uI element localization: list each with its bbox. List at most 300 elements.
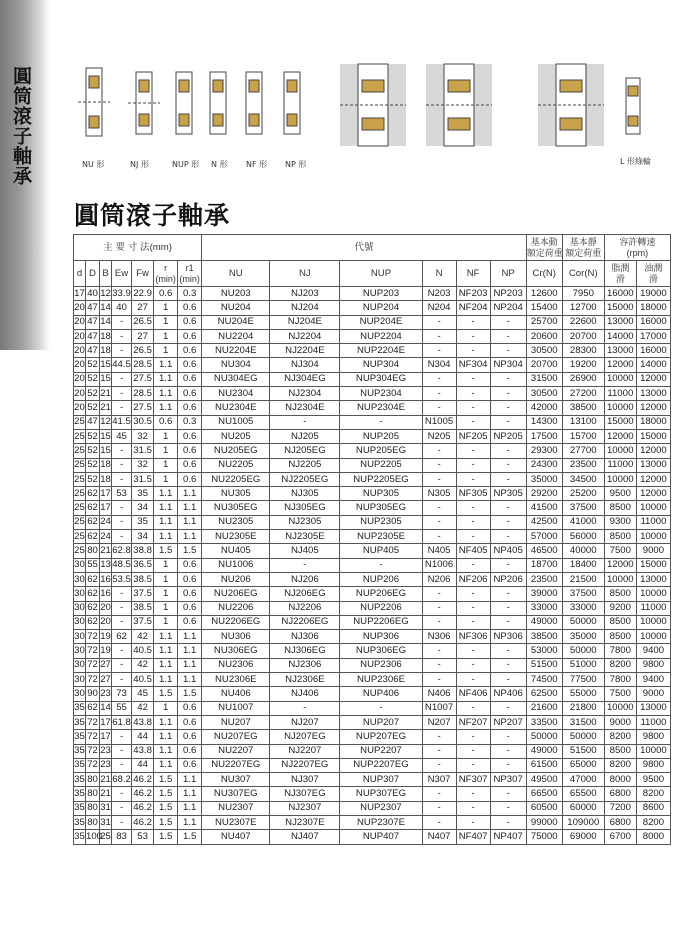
cell-b: 13 [100, 558, 112, 572]
cell-oil: 14000 [636, 358, 670, 372]
col-r1: r1 (min) [178, 261, 202, 287]
cell-nup: NUP204E [340, 315, 422, 329]
col-fw: Fw [132, 261, 154, 287]
cell-ew: 68.2 [112, 773, 132, 787]
cell-nf: NF307 [456, 773, 490, 787]
cell-grease: 8500 [604, 587, 636, 601]
cell-oil: 10000 [636, 615, 670, 629]
col-nup: NUP [340, 261, 422, 287]
cell-cr: 42500 [526, 515, 562, 529]
cell-nup: NUP2305E [340, 530, 422, 544]
cell-nj: NJ2205EG [270, 472, 340, 486]
cell-ew: 41.5 [112, 415, 132, 429]
cell-ew: - [112, 673, 132, 687]
cell-np: NP204 [490, 301, 526, 315]
cell-n: N307 [422, 773, 456, 787]
cell-cr: 46500 [526, 544, 562, 558]
cell-cor: 50000 [562, 730, 604, 744]
cell-b: 17 [100, 715, 112, 729]
cell-n: N405 [422, 544, 456, 558]
cell-grease: 6800 [604, 787, 636, 801]
cell-r1: 0.6 [178, 458, 202, 472]
cell-ew: - [112, 787, 132, 801]
cell-ew: - [112, 658, 132, 672]
cell-b: 15 [100, 429, 112, 443]
table-row [74, 673, 671, 687]
cell-n: N304 [422, 358, 456, 372]
cell-np: - [490, 615, 526, 629]
cell-n: N206 [422, 572, 456, 586]
cell-np: - [490, 501, 526, 515]
cell-nf: - [456, 444, 490, 458]
cell-nup: NUP206 [340, 572, 422, 586]
cell-oil: 16000 [636, 315, 670, 329]
cell-n: N207 [422, 715, 456, 729]
cell-cor: 19200 [562, 358, 604, 372]
table-row [74, 701, 671, 715]
diagram-label-nj: NJ 形 [130, 160, 149, 169]
cell-cr: 39000 [526, 587, 562, 601]
cell-r: 1.1 [154, 658, 178, 672]
cell-grease: 16000 [604, 287, 636, 301]
cell-d: 25 [74, 501, 86, 515]
cell-nf: NF203 [456, 287, 490, 301]
cell-outer-d: 62 [86, 615, 100, 629]
cell-nf: - [456, 329, 490, 343]
cell-fw: 22.9 [132, 287, 154, 301]
cell-cor: 37500 [562, 587, 604, 601]
cell-fw: 31.5 [132, 444, 154, 458]
cell-fw: 34 [132, 501, 154, 515]
cell-nu: NU207 [202, 715, 270, 729]
cell-cr: 75000 [526, 830, 562, 844]
cell-d: 25 [74, 444, 86, 458]
cell-np: - [490, 601, 526, 615]
cell-cr: 66500 [526, 787, 562, 801]
cell-nup: - [340, 701, 422, 715]
cell-nup: NUP207EG [340, 730, 422, 744]
cell-cor: 21800 [562, 701, 604, 715]
cell-nup: NUP2204 [340, 329, 422, 343]
cell-grease: 7800 [604, 673, 636, 687]
cell-nf: - [456, 472, 490, 486]
cell-nj: NJ2205 [270, 458, 340, 472]
cell-nj: NJ205 [270, 429, 340, 443]
cell-r: 1.5 [154, 830, 178, 844]
cell-nf: - [456, 701, 490, 715]
cell-np: NP305 [490, 487, 526, 501]
cell-np: - [490, 387, 526, 401]
cell-cor: 65000 [562, 758, 604, 772]
cell-b: 19 [100, 644, 112, 658]
cell-outer-d: 100 [86, 830, 100, 844]
cell-grease: 8500 [604, 630, 636, 644]
cell-nup: NUP205EG [340, 444, 422, 458]
header-code: 代號 [202, 235, 526, 261]
cell-nf: - [456, 315, 490, 329]
cell-cr: 99000 [526, 815, 562, 829]
cell-cor: 20700 [562, 329, 604, 343]
cell-n: - [422, 744, 456, 758]
cell-b: 21 [100, 787, 112, 801]
cell-cr: 29300 [526, 444, 562, 458]
cell-nu: NU1006 [202, 558, 270, 572]
cell-outer-d: 62 [86, 587, 100, 601]
cell-b: 20 [100, 601, 112, 615]
cell-b: 23 [100, 758, 112, 772]
cell-cr: 25700 [526, 315, 562, 329]
cell-nup: NUP305EG [340, 501, 422, 515]
cell-grease: 7200 [604, 801, 636, 815]
table-row [74, 758, 671, 772]
cell-grease: 10000 [604, 401, 636, 415]
cell-np: - [490, 401, 526, 415]
cell-np: - [490, 558, 526, 572]
table-row [74, 429, 671, 443]
cell-n: - [422, 372, 456, 386]
cell-d: 30 [74, 673, 86, 687]
cell-cr: 30500 [526, 387, 562, 401]
cell-cr: 49500 [526, 773, 562, 787]
cell-ew: - [112, 387, 132, 401]
cell-r: 1.1 [154, 758, 178, 772]
cell-grease: 10000 [604, 372, 636, 386]
cell-n: - [422, 458, 456, 472]
cell-outer-d: 62 [86, 601, 100, 615]
cell-r1: 1.5 [178, 687, 202, 701]
cell-b: 17 [100, 501, 112, 515]
cell-n: - [422, 758, 456, 772]
cell-np: - [490, 415, 526, 429]
cell-d: 25 [74, 544, 86, 558]
cell-nf: - [456, 415, 490, 429]
cell-r: 1.1 [154, 530, 178, 544]
cell-nf: - [456, 344, 490, 358]
cell-nu: NU2206EG [202, 615, 270, 629]
cell-cr: 15400 [526, 301, 562, 315]
cell-nu: NU2307 [202, 801, 270, 815]
cell-fw: 43.8 [132, 715, 154, 729]
cell-r1: 0.6 [178, 301, 202, 315]
table-row [74, 301, 671, 315]
cell-nf: - [456, 658, 490, 672]
cell-nup: NUP2307 [340, 801, 422, 815]
cell-nj: NJ2307E [270, 815, 340, 829]
cell-cor: 18400 [562, 558, 604, 572]
cell-cr: 60500 [526, 801, 562, 815]
cell-fw: 37.5 [132, 587, 154, 601]
cell-grease: 8500 [604, 530, 636, 544]
cell-nu: NU203 [202, 287, 270, 301]
cell-d: 30 [74, 601, 86, 615]
cell-oil: 16000 [636, 344, 670, 358]
cell-oil: 9400 [636, 644, 670, 658]
cell-fw: 26.5 [132, 344, 154, 358]
cell-cr: 41500 [526, 501, 562, 515]
cell-ew: 61.8 [112, 715, 132, 729]
cell-r1: 0.6 [178, 329, 202, 343]
cell-r1: 1.1 [178, 801, 202, 815]
cell-r1: 1.1 [178, 644, 202, 658]
cell-r: 1.1 [154, 372, 178, 386]
table-row [74, 773, 671, 787]
cell-cr: 31500 [526, 372, 562, 386]
cell-r: 1 [154, 701, 178, 715]
cell-d: 20 [74, 401, 86, 415]
table-row [74, 644, 671, 658]
cell-nu: NU206EG [202, 587, 270, 601]
cell-r1: 0.6 [178, 358, 202, 372]
cell-nf: - [456, 530, 490, 544]
cell-fw: 46.2 [132, 815, 154, 829]
cell-oil: 12000 [636, 444, 670, 458]
cell-nf: - [456, 787, 490, 801]
cell-nu: NU2204 [202, 329, 270, 343]
cell-r: 1 [154, 301, 178, 315]
cell-b: 21 [100, 387, 112, 401]
col-n: N [422, 261, 456, 287]
table-row [74, 358, 671, 372]
cell-cr: 23500 [526, 572, 562, 586]
cell-outer-d: 52 [86, 472, 100, 486]
cell-nf: NF305 [456, 487, 490, 501]
cell-cr: 35000 [526, 472, 562, 486]
cell-fw: 27.5 [132, 372, 154, 386]
cell-cr: 53000 [526, 644, 562, 658]
cell-outer-d: 62 [86, 701, 100, 715]
cell-cor: 15700 [562, 429, 604, 443]
cell-fw: 38.5 [132, 601, 154, 615]
cell-nu: NU407 [202, 830, 270, 844]
cell-r: 1.1 [154, 644, 178, 658]
assembly-drawing-3 [538, 64, 604, 146]
cell-nj: NJ206EG [270, 587, 340, 601]
cell-ew: 62 [112, 630, 132, 644]
cell-cr: 24300 [526, 458, 562, 472]
cell-grease: 8500 [604, 501, 636, 515]
cell-nf: NF204 [456, 301, 490, 315]
cell-np: - [490, 730, 526, 744]
table-row [74, 387, 671, 401]
cell-ew: 40 [112, 301, 132, 315]
cell-nu: NU405 [202, 544, 270, 558]
cell-nu: NU305EG [202, 501, 270, 515]
cell-r: 1 [154, 429, 178, 443]
cell-nj: NJ2305E [270, 530, 340, 544]
table-row [74, 801, 671, 815]
cell-r1: 0.6 [178, 601, 202, 615]
cell-nu: NU2306E [202, 673, 270, 687]
cell-ew: - [112, 458, 132, 472]
cell-nj: NJ204 [270, 301, 340, 315]
cell-d: 20 [74, 387, 86, 401]
cell-r1: 1.1 [178, 487, 202, 501]
cell-nu: NU206 [202, 572, 270, 586]
table-row [74, 344, 671, 358]
cell-cr: 17500 [526, 429, 562, 443]
cell-nu: NU2207EG [202, 758, 270, 772]
cell-nj: NJ304 [270, 358, 340, 372]
cell-b: 21 [100, 544, 112, 558]
cell-fw: 42 [132, 701, 154, 715]
cell-outer-d: 80 [86, 544, 100, 558]
cell-fw: 37.5 [132, 615, 154, 629]
table-row [74, 315, 671, 329]
header-static-load: 基本靜 額定荷重 [562, 235, 604, 261]
cell-np: NP405 [490, 544, 526, 558]
cell-outer-d: 80 [86, 801, 100, 815]
table-row [74, 687, 671, 701]
cell-ew: 73 [112, 687, 132, 701]
cell-b: 31 [100, 815, 112, 829]
cell-nf: - [456, 558, 490, 572]
cell-outer-d: 72 [86, 658, 100, 672]
table-row [74, 530, 671, 544]
cell-nf: NF405 [456, 544, 490, 558]
cell-cor: 40000 [562, 544, 604, 558]
cell-oil: 12000 [636, 372, 670, 386]
cell-r1: 0.6 [178, 472, 202, 486]
cell-fw: 44 [132, 758, 154, 772]
table-row [74, 515, 671, 529]
cell-cor: 26900 [562, 372, 604, 386]
cell-r1: 0.6 [178, 344, 202, 358]
table-row [74, 501, 671, 515]
cell-nf: - [456, 815, 490, 829]
cell-np: - [490, 701, 526, 715]
cell-n: N407 [422, 830, 456, 844]
cell-oil: 12000 [636, 401, 670, 415]
bearing-diagrams [68, 58, 678, 178]
cell-d: 35 [74, 830, 86, 844]
cell-nu: NU204 [202, 301, 270, 315]
cell-fw: 27 [132, 301, 154, 315]
cell-nj: - [270, 415, 340, 429]
cell-np: - [490, 458, 526, 472]
cell-d: 30 [74, 687, 86, 701]
cell-grease: 13000 [604, 315, 636, 329]
cell-b: 17 [100, 730, 112, 744]
cell-cr: 62500 [526, 687, 562, 701]
cell-grease: 10000 [604, 572, 636, 586]
cell-outer-d: 72 [86, 715, 100, 729]
cell-nup: NUP2306E [340, 673, 422, 687]
cell-cr: 18700 [526, 558, 562, 572]
cell-oil: 9000 [636, 544, 670, 558]
cell-np: NP406 [490, 687, 526, 701]
cell-nup: NUP206EG [340, 587, 422, 601]
cell-outer-d: 80 [86, 787, 100, 801]
cell-nup: NUP305 [340, 487, 422, 501]
cell-ew: - [112, 615, 132, 629]
cell-n: N305 [422, 487, 456, 501]
cell-d: 35 [74, 730, 86, 744]
cell-nu: NU207EG [202, 730, 270, 744]
cell-nup: NUP2306 [340, 658, 422, 672]
table-row [74, 458, 671, 472]
cell-d: 25 [74, 415, 86, 429]
cell-r1: 0.6 [178, 715, 202, 729]
cell-r: 0.6 [154, 415, 178, 429]
cell-np: - [490, 787, 526, 801]
cell-nup: NUP407 [340, 830, 422, 844]
cell-nf: - [456, 515, 490, 529]
cell-n: N203 [422, 287, 456, 301]
cell-ew: - [112, 315, 132, 329]
cell-ew: - [112, 501, 132, 515]
cell-nj: NJ407 [270, 830, 340, 844]
cell-d: 35 [74, 701, 86, 715]
cell-nup: NUP2205EG [340, 472, 422, 486]
cell-b: 23 [100, 744, 112, 758]
cell-n: - [422, 601, 456, 615]
cell-cr: 50000 [526, 730, 562, 744]
cell-d: 35 [74, 815, 86, 829]
cell-nup: NUP2307E [340, 815, 422, 829]
cell-nj: NJ2204 [270, 329, 340, 343]
cell-n: N306 [422, 630, 456, 644]
sidebar-title: 圓筒滾子軸承 [10, 66, 32, 186]
cell-d: 35 [74, 801, 86, 815]
cell-nup: NUP307EG [340, 787, 422, 801]
col-b: B [100, 261, 112, 287]
table-row [74, 730, 671, 744]
cell-nup: NUP205 [340, 429, 422, 443]
cell-r1: 1.1 [178, 501, 202, 515]
cell-nup: NUP2206 [340, 601, 422, 615]
cell-outer-d: 52 [86, 372, 100, 386]
cell-nup: NUP304 [340, 358, 422, 372]
cell-r: 1.1 [154, 515, 178, 529]
cell-r: 1 [154, 601, 178, 615]
cell-cor: 22600 [562, 315, 604, 329]
cell-fw: 45 [132, 687, 154, 701]
cell-np: NP407 [490, 830, 526, 844]
cell-r1: 1.1 [178, 787, 202, 801]
cell-d: 20 [74, 344, 86, 358]
cell-ew: - [112, 587, 132, 601]
cell-grease: 9200 [604, 601, 636, 615]
cell-fw: 27.5 [132, 401, 154, 415]
table-row [74, 487, 671, 501]
cell-oil: 15000 [636, 429, 670, 443]
cell-cor: 12700 [562, 301, 604, 315]
cell-r1: 0.6 [178, 401, 202, 415]
cell-nup: NUP304EG [340, 372, 422, 386]
col-grease: 脂潤 滑 [604, 261, 636, 287]
cell-nu: NU2304E [202, 401, 270, 415]
cell-oil: 10000 [636, 744, 670, 758]
cell-nup: - [340, 415, 422, 429]
cell-nup: NUP207 [340, 715, 422, 729]
cell-grease: 10000 [604, 472, 636, 486]
assembly-drawing-2 [426, 64, 492, 146]
cell-r: 1.1 [154, 730, 178, 744]
assembly-drawing-1 [340, 64, 406, 146]
cell-nu: NU2205EG [202, 472, 270, 486]
diagram-label-n: N 形 [211, 160, 228, 169]
cell-outer-d: 72 [86, 758, 100, 772]
cell-cor: 109000 [562, 815, 604, 829]
cell-np: - [490, 515, 526, 529]
cell-fw: 43.8 [132, 744, 154, 758]
cell-nj: NJ305EG [270, 501, 340, 515]
cell-nf: NF207 [456, 715, 490, 729]
cell-d: 30 [74, 615, 86, 629]
cell-nup: NUP2304 [340, 387, 422, 401]
cell-r1: 0.6 [178, 587, 202, 601]
cell-cr: 33000 [526, 601, 562, 615]
